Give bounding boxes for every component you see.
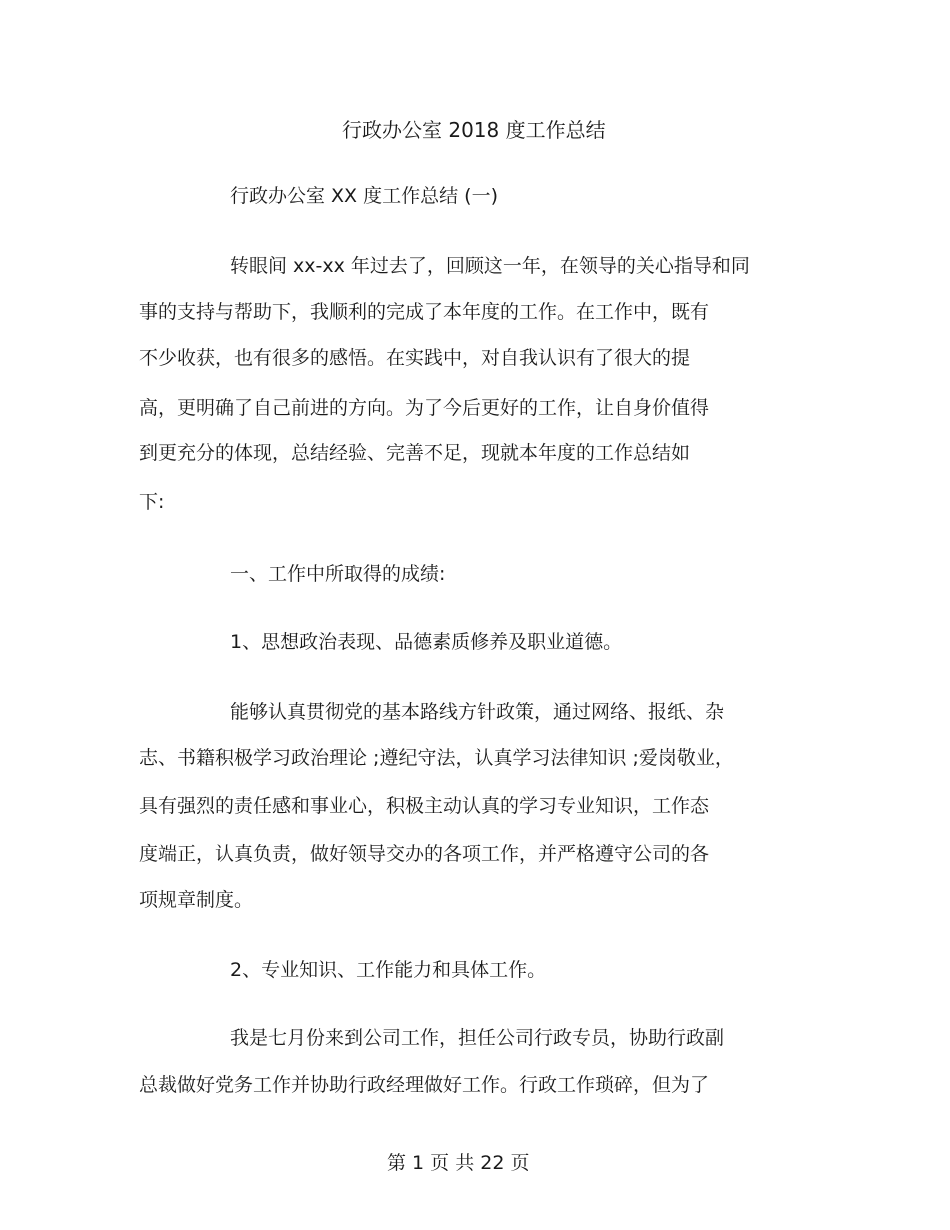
paragraph-line: 事的支持与帮助下，我顺利的完成了本年度的工作。在工作中，既有: [139, 301, 710, 323]
paragraph-line: 下:: [139, 491, 165, 513]
paragraph-line: 项规章制度。: [139, 889, 254, 911]
document-subtitle: 行政办公室 XX 度工作总结 (一): [230, 185, 498, 207]
paragraph-line: 度端正，认真负责，做好领导交办的各项工作，并严格遵守公司的各: [139, 843, 710, 865]
paragraph-line: 转眼间 xx-xx 年过去了，回顾这一年，在领导的关心指导和同: [230, 255, 750, 277]
document-title: 行政办公室 2018 度工作总结: [342, 118, 606, 142]
subsection-heading: 2、专业知识、工作能力和具体工作。: [230, 959, 547, 981]
paragraph-line: 到更充分的体现，总结经验、完善不足，现就本年度的工作总结如: [139, 442, 691, 464]
paragraph-line: 我是七月份来到公司工作，担任公司行政专员，协助行政副: [230, 1027, 725, 1049]
paragraph-line: 不少收获，也有很多的感悟。在实践中，对自我认识有了很大的提: [139, 347, 691, 369]
section-heading: 一、工作中所取得的成绩:: [230, 563, 446, 585]
subsection-heading: 1、思想政治表现、品德素质修养及职业道德。: [230, 631, 623, 653]
paragraph-line: 能够认真贯彻党的基本路线方针政策，通过网络、报纸、杂: [230, 701, 725, 723]
paragraph-line: 具有强烈的责任感和事业心，积极主动认真的学习专业知识，工作态: [139, 795, 710, 817]
paragraph-line: 高，更明确了自己前进的方向。为了今后更好的工作，让自身价值得: [139, 397, 710, 419]
paragraph-line: 志、书籍积极学习政治理论 ;遵纪守法，认真学习法律知识 ;爱岗敬业，: [139, 747, 734, 769]
page-number-footer: 第 1 页 共 22 页: [387, 1152, 530, 1174]
paragraph-line: 总裁做好党务工作并协助行政经理做好工作。行政工作琐碎，但为了: [139, 1074, 710, 1096]
